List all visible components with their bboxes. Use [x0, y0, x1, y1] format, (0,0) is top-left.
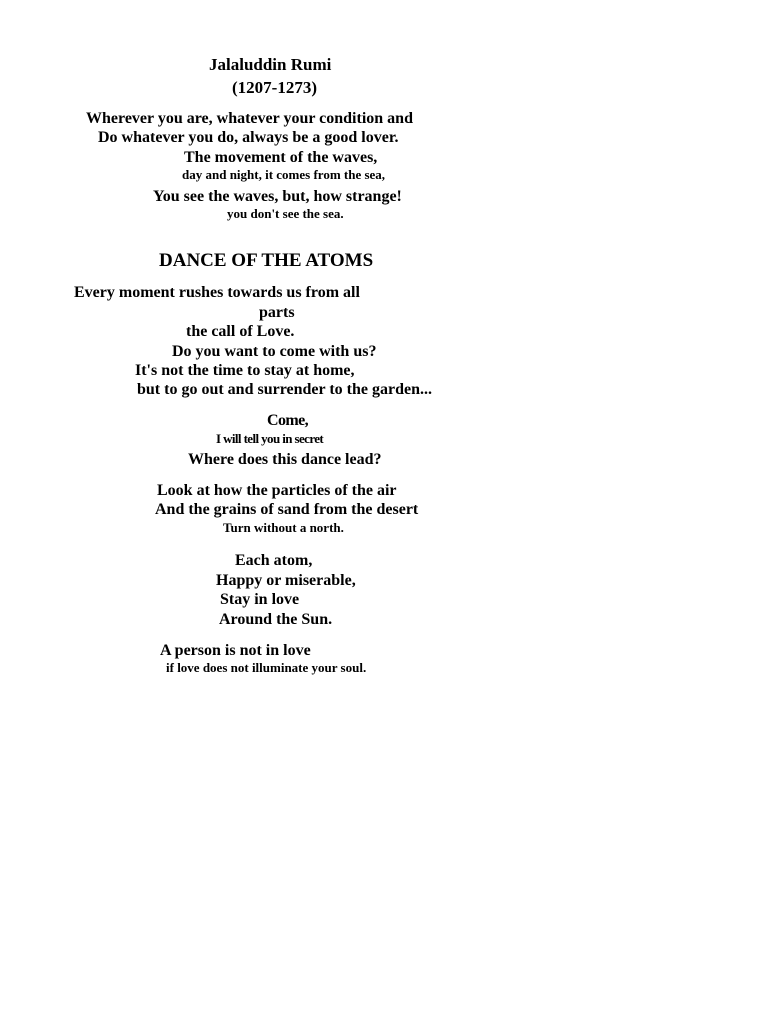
poem-line: Every moment rushes towards us from all	[74, 284, 360, 301]
poem-line: Where does this dance lead?	[188, 451, 382, 468]
intro-line: The movement of the waves,	[184, 149, 378, 166]
poem-line: It's not the time to stay at home,	[135, 362, 355, 379]
poem-line: A person is not in love	[160, 642, 311, 659]
poem-line: Each atom,	[235, 552, 313, 569]
poem-line: parts	[259, 304, 295, 321]
poem-line: Look at how the particles of the air	[157, 482, 397, 499]
poem-line: Do you want to come with us?	[172, 343, 377, 360]
poem-line: Around the Sun.	[219, 611, 333, 628]
intro-line: Do whatever you do, always be a good lover.	[98, 129, 399, 146]
intro-line: Wherever you are, whatever your condition and	[86, 110, 413, 127]
poem-line: but to go out and surrender to the garden...	[137, 381, 432, 398]
poem-title: DANCE OF THE ATOMS	[159, 250, 374, 271]
poem-line: if love does not illuminate your soul.	[166, 660, 367, 675]
author-name: Jalaluddin Rumi	[209, 55, 332, 74]
poem-line: I will tell you in secret	[216, 431, 324, 446]
poem-line: Happy or miserable,	[216, 572, 356, 589]
poem-line: Come,	[267, 412, 308, 429]
intro-line: you don't see the sea.	[227, 206, 344, 221]
poem-line: Stay in love	[220, 591, 300, 608]
intro-line: day and night, it comes from the sea,	[182, 167, 386, 182]
poem-line: Turn without a north.	[223, 520, 344, 535]
poem-line: the call of Love.	[186, 323, 295, 340]
author-dates: (1207-1273)	[232, 78, 317, 97]
poem-line: And the grains of sand from the desert	[155, 501, 419, 518]
intro-line: You see the waves, but, how strange!	[153, 188, 402, 205]
